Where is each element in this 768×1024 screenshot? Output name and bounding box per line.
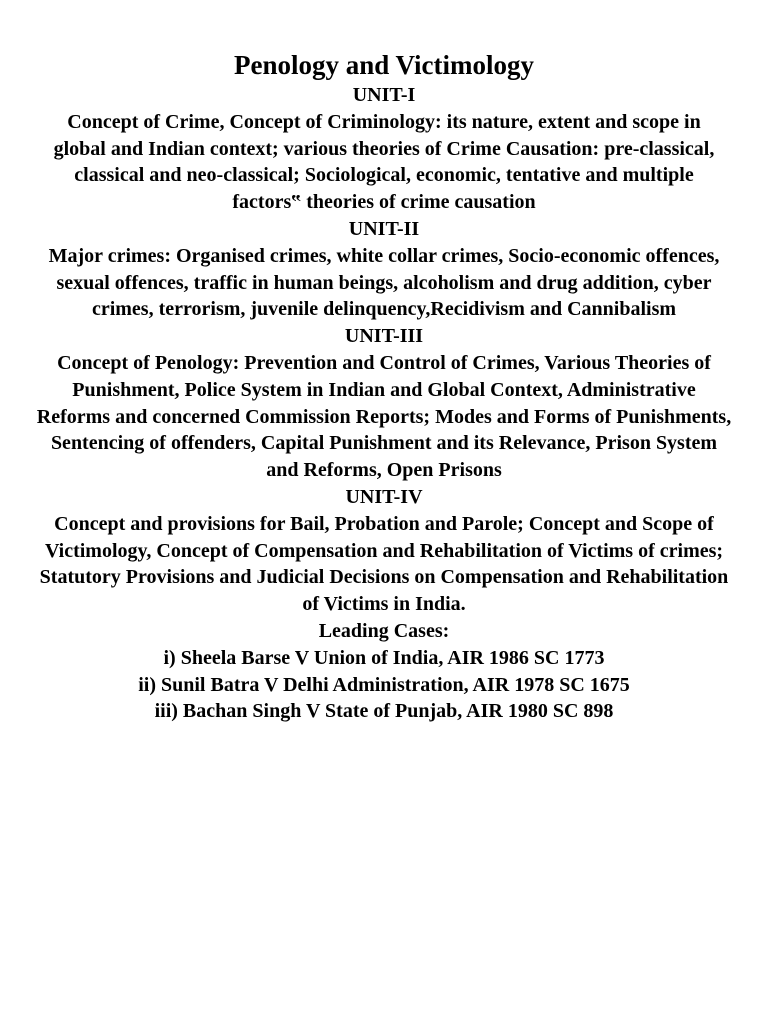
syllabus-page	[0, 48, 768, 725]
leading-case-item: i) Sheela Barse V Union of India, AIR 1986 SC 1773	[163, 646, 605, 669]
unit-1-text: Concept of Crime, Concept of Criminology: its nature, extent and scope in global and Indian context; various theories of Crime Causation: pre-classical, classical and neo-classical; Sociological, economic, tentative and multiple factors‟ theories of crime causation	[53, 110, 715, 214]
unit-3-text: Concept of Penology: Prevention and Control of Crimes, Various Theories of Punishment, Police System in Indian and Global Context, Administrative Reforms and concerned Commission Reports; Modes and Forms of Punishments, Sentencing of offenders, Capital Punishment and its Relevance, Prison System and Reforms, Open Prisons	[36, 351, 732, 482]
leading-case-item: iii) Bachan Singh V State of Punjab, AIR 1980 SC 898	[154, 700, 614, 723]
unit-1-heading: UNIT-I	[352, 84, 416, 106]
unit-3-section	[0, 323, 768, 484]
unit-3-heading: UNIT-III	[344, 325, 424, 348]
unit-4-text: Concept and provisions for Bail, Probation and Parole; Concept and Scope of Victimology, Concept of Compensation and Rehabilitation of Victims of crimes; Statutory Provisions and Judicial Decisions on Compensation and Rehabilitation of Victims in India.	[39, 512, 729, 616]
unit-1-section	[0, 82, 768, 216]
leading-cases-section	[0, 618, 768, 725]
unit-2-text: Major crimes: Organised crimes, white collar crimes, Socio-economic offences, sexual offences, traffic in human beings, alcoholism and drug addition, cyber crimes, terrorism, juvenile delinquency,Recidivism and Cannibalism	[48, 244, 720, 321]
unit-4-heading: UNIT-IV	[345, 485, 423, 508]
unit-2-section	[0, 216, 768, 323]
leading-case-item: ii) Sunil Batra V Delhi Administration, AIR 1978 SC 1675	[138, 673, 630, 696]
document-title: Penology and Victimology	[233, 50, 534, 80]
unit-4-section	[0, 484, 768, 618]
unit-2-heading: UNIT-II	[348, 217, 420, 240]
leading-cases-heading: Leading Cases:	[318, 619, 450, 642]
